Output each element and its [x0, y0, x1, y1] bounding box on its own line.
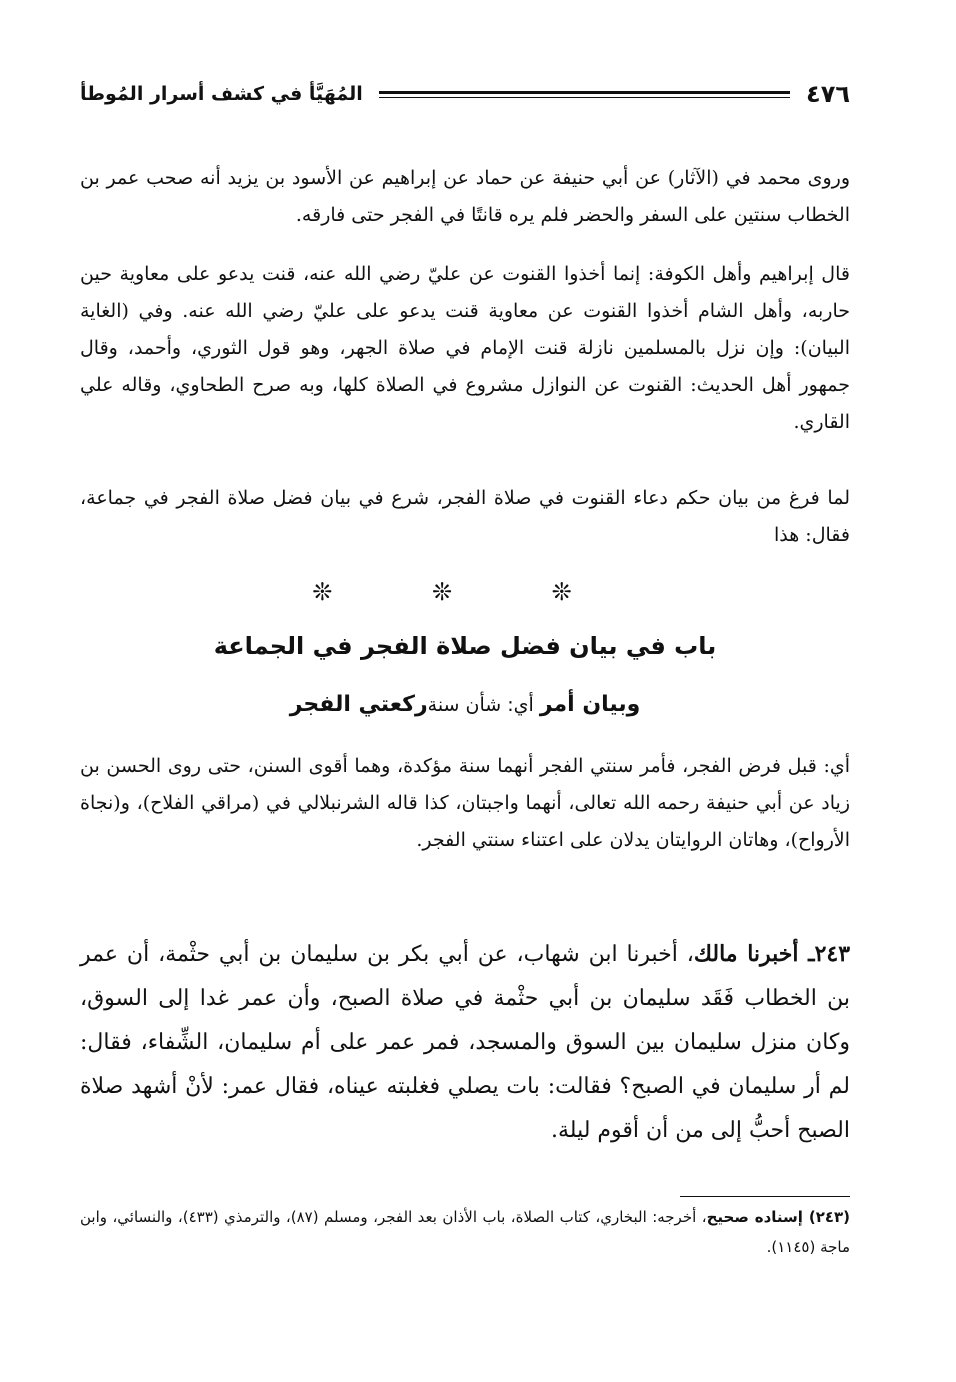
paragraph-2: قال إبراهيم وأهل الكوفة: إنما أخذوا القنوت عن عليّ رضي الله عنه، قنت يدعو على معاوية حين حاربه، وأهل الشام أخذوا القنوت عن معاوية قنت يدعو على عليّ رضي الله عنه. وفي (الغاية البيان): وإن نزل بالمسلمين نازلة قنت الإمام في صلاة الجهر، وهو قول الثوري، وأحمد، وقال جمهور أهل الحديث: القنوت عن النوازل مشروع في الصلاة كلها، وبه صرح الطحاوي، وقاله علي القاري. [80, 263, 850, 433]
footnote-head: (٢٤٣) إسناده صحيح [706, 1208, 851, 1226]
paragraph-1: وروى محمد في (الآثار) عن أبي حنيفة عن حماد عن إبراهيم عن الأسود بن يزيد أنه صحب عمر بن الخطاب سنتين على السفر والحضر فلم يره قانتًا في الفجر حتى فارقه. [80, 167, 850, 226]
paragraph-3: لما فرغ من بيان حكم دعاء القنوت في صلاة الفجر، شرع في بيان فضل صلاة الفجر في جماعة، فقال: هذا [80, 487, 850, 546]
subtitle-normal: أي: شأن سنة [427, 694, 540, 716]
subtitle-bold-2: ركعتي الفجر [289, 692, 428, 717]
paragraph-4: أي: قبل فرض الفجر، فأمر سنتي الفجر أنهما سنة مؤكدة، وهما أقوى السنن، حتى روى الحسن بن زياد عن أبي حنيفة رحمه الله تعالى، أنهما واجبتان، كذا قاله الشرنبلالي في (مراقي الفلاح)، و(نجاة الأرواح)، وهاتان الروايتان يدلان على اعتناء سنتي الفجر. [80, 755, 850, 851]
footnote [80, 1202, 850, 1262]
footnote-rule [680, 1196, 850, 1197]
footnote-body: ، أخرجه: البخاري، كتاب الصلاة، باب الأذان بعد الفجر، ومسلم (٨٧)، والترمذي (٤٣٣)، والنسائي، وابن ماجة (١١٤٥). [80, 1208, 850, 1256]
header-rule [379, 91, 790, 98]
subtitle-bold-1: وبيان أمر [539, 692, 641, 717]
chapter-subtitle [80, 692, 850, 717]
page-header [80, 74, 850, 114]
hadith-text [80, 932, 850, 1153]
section-separator: ❊ ❊ ❊ [312, 578, 618, 606]
hadith-number: ٢٤٣ـ أخبرنا مالك [693, 941, 851, 967]
page-number: ٤٧٦ [806, 80, 850, 108]
running-title: المُهَيَّأ في كشف أسرار المُوطأ [80, 83, 363, 105]
chapter-title: باب في بيان فضل صلاة الفجر في الجماعة [213, 632, 717, 660]
hadith-body: ، أخبرنا ابن شهاب، عن أبي بكر بن سليمان بن أبي حثْمة، أن عمر بن الخطاب فَقَد سليمان بن أبي حثْمة في صلاة الصبح، وأن عمر غدا إلى السوق، وكان منزل سليمان بين السوق والمسجد، فمر عمر على أم سليمان، الشِّفاء، فقال: لم أر سليمان في الصبح؟ فقالت: بات يصلي فغلبته عيناه، فقال عمر: لأنْ أشهد صلاة الصبح أحبُّ إلى من أن أقوم ليلة. [80, 942, 850, 1143]
